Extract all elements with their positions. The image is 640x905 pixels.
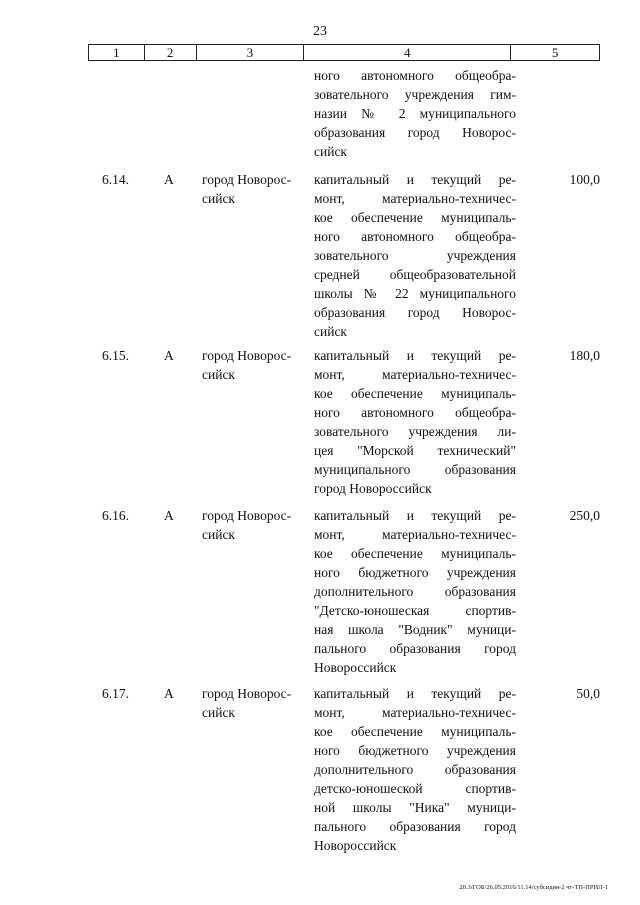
text-line: дополнительного образования [314,762,516,777]
city-line: сийск [202,705,235,720]
text-line: ной школы "Ника" муници- [314,800,516,815]
row-city [202,170,308,208]
text-line: образования город Новорос- [314,125,516,140]
text-line: сийск [314,324,347,339]
text-line: кое обеспечение муниципаль- [314,546,516,561]
text-line: сийск [314,144,347,159]
row-description [314,170,516,341]
text-line: капитальный и текущий ре- [314,172,516,187]
text-line: город Новороссийск [314,481,432,496]
row-letter: А [164,508,174,523]
row-letter: А [164,348,174,363]
text-line: зовательного учреждения гим- [314,87,516,102]
header-col-1: 1 [89,45,145,60]
city-line: сийск [202,367,235,382]
text-line: Новороссийск [314,838,397,853]
text-line: кое обеспечение муниципаль- [314,386,516,401]
row-city [202,506,308,544]
row-amount: 50,0 [576,686,600,701]
city-line: город Новорос- [202,686,292,701]
city-line: сийск [202,527,235,542]
text-line: пального образования город [314,819,516,834]
page-number: 23 [313,24,327,39]
text-line: зовательного учреждения ли- [314,424,516,439]
row-amount: 250,0 [569,508,600,523]
text-line: капитальный и текущий ре- [314,508,516,523]
text-line: ного автономного общеобра- [314,68,516,83]
row-number: 6.14. [102,172,129,187]
table-header [88,44,600,61]
text-line: пального образования город [314,641,516,656]
row-city [202,684,308,722]
header-col-2: 2 [145,45,197,60]
text-line: ного бюджетного учреждения [314,565,516,580]
row-amount: 100,0 [569,172,600,187]
header-col-4: 4 [304,45,511,60]
text-line: Новороссийск [314,660,397,675]
text-line: монт, материально-техничес- [314,367,516,382]
text-line: "Детско-юношеская спортив- [314,603,516,618]
text-line: дополнительного образования [314,584,516,599]
city-line: город Новорос- [202,348,292,363]
city-line: сийск [202,191,235,206]
text-line: капитальный и текущий ре- [314,686,516,701]
row-description [314,346,516,498]
text-line: ного автономного общеобра- [314,229,516,244]
row-number: 6.17. [102,686,129,701]
row-amount: 180,0 [569,348,600,363]
text-line: цея "Морской технический" [314,443,516,458]
text-line: образования город Новорос- [314,305,516,320]
text-line: ная школа "Водник" муници- [314,622,516,637]
city-line: город Новорос- [202,508,292,523]
text-line: капитальный и текущий ре- [314,348,516,363]
text-line: школы № 22 муниципального [314,286,516,301]
text-line: детско-юношеской спортив- [314,781,516,796]
text-line: зовательного учреждения [314,248,516,263]
header-col-3: 3 [197,45,305,60]
row-city [202,346,308,384]
text-line: монт, материально-техничес- [314,191,516,206]
text-line: монт, материально-техничес- [314,705,516,720]
text-line: кое обеспечение муниципаль- [314,724,516,739]
text-line: назии № 2 муниципального [314,106,516,121]
text-line: средней общеобразовательной [314,267,516,282]
row-letter: А [164,686,174,701]
header-col-5: 5 [551,45,559,60]
text-line: ного автономного общеобра- [314,405,516,420]
text-line: монт, материально-техничес- [314,527,516,542]
row-description [314,684,516,855]
row-description [314,506,516,677]
footer-document-code: 20.3/ГОБ/26.05.2016/11.14/субсидия-2 чт-ТП-ПРИЛ-1 [459,884,608,891]
continuation-text [314,66,516,161]
row-letter: А [164,172,174,187]
text-line: ного бюджетного учреждения [314,743,516,758]
row-number: 6.15. [102,348,129,363]
text-line: кое обеспечение муниципаль- [314,210,516,225]
text-line: муниципального образования [314,462,516,477]
city-line: город Новорос- [202,172,292,187]
row-number: 6.16. [102,508,129,523]
